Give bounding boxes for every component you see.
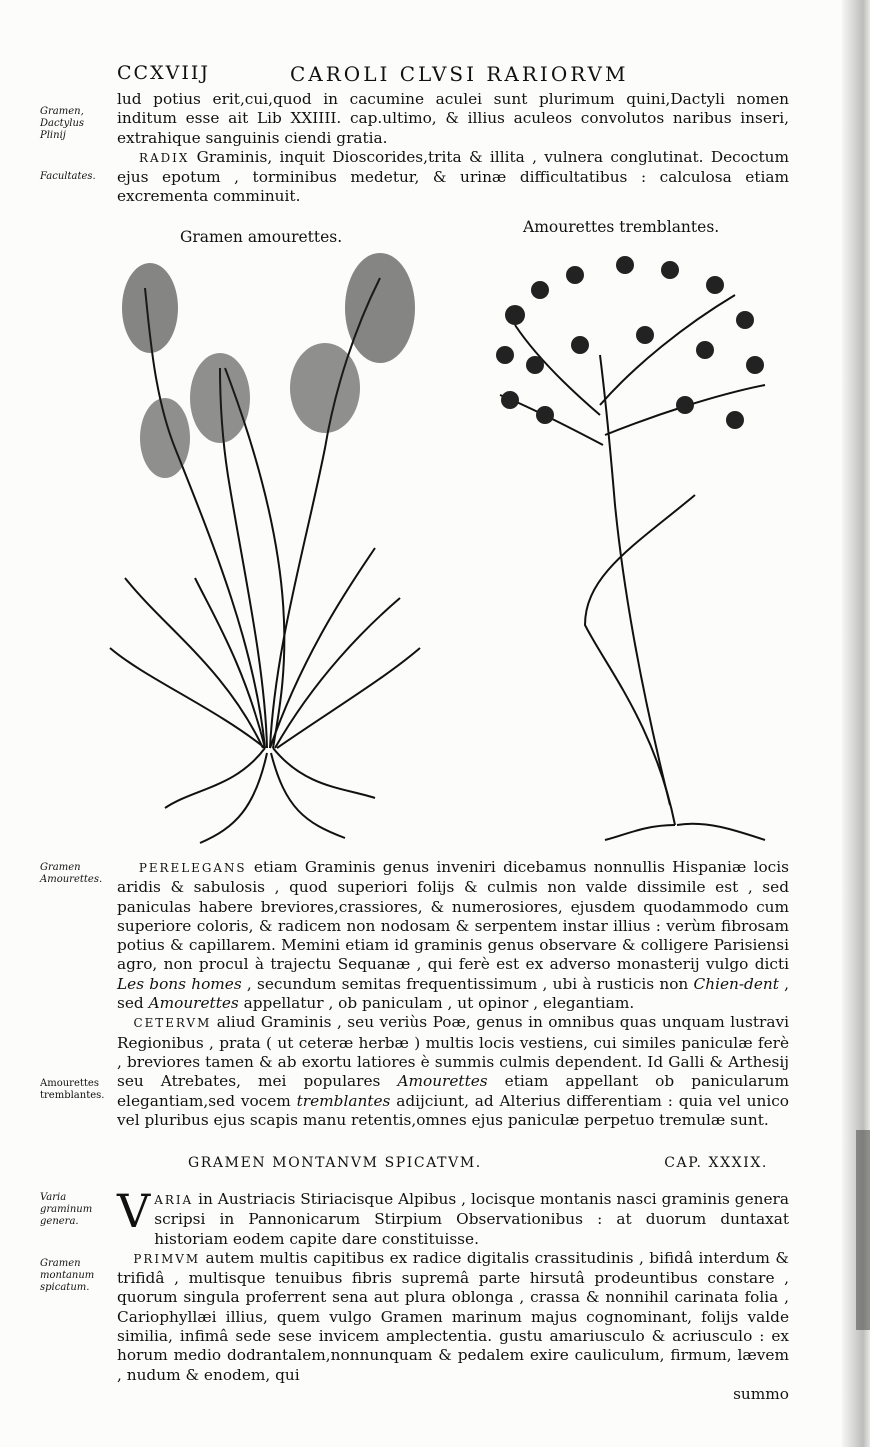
paragraph-text: in Austriacis Stiriacisque Alpibus , locisque montanis nasci graminis genera scripsi in Pannonicarum Stirpium Observationibus : at duorum duntaxat historiam eodem capite dare constituisse. bbox=[154, 1190, 789, 1248]
running-title: CAROLI CLVSI RARIORVM bbox=[290, 62, 629, 86]
chapter-number: CAP. XXXIX. bbox=[664, 1155, 768, 1171]
paragraph-text: etiam Graminis genus inveniri dicebamus nonnullis Hispaniæ locis aridis & sabulosis , quod superiori folijs & culmis non valde dissimile est , sed paniculas habere breviores,crassiores, & numerosiores, ejusdem quodammodo cum superiore coloris, & radicem non nodosam & serpentem instar illius : verùm fibrosam potius & capillarem. Memini etiam id graminis genus observare & colligere Parisiensi agro, non procul à trajectu Sequanæ , qui ferè est ex adverso monasterij vulgo dicti bbox=[117, 858, 789, 974]
catchword: summo bbox=[733, 1384, 789, 1403]
italic-term: Amourettes bbox=[148, 994, 239, 1013]
italic-term: tremblantes bbox=[296, 1091, 391, 1110]
italic-term: Amourettes bbox=[397, 1072, 488, 1091]
paragraph-text: aliud Graminis , seu veriùs Poæ, genus in omnibus quas unquam lustravi Regionibus , prata ( ut ceteræ herbæ ) multis locis vestiens, cui similes paniculæ ferè , breviores tamen & ab exortu latiores è summis culmis dependent. Id Galli & Arthesij seu Atrebates, mei populares bbox=[117, 1013, 789, 1091]
spikelets bbox=[496, 256, 764, 429]
intro-text bbox=[117, 90, 789, 207]
drop-capital: V bbox=[117, 1184, 151, 1238]
root bbox=[271, 753, 345, 838]
chapter-text bbox=[117, 1184, 789, 1404]
root bbox=[677, 824, 765, 840]
root bbox=[605, 825, 675, 840]
lead-word: PERELEGANS bbox=[138, 861, 247, 875]
paragraph-perelegans bbox=[117, 858, 789, 1013]
italic-term: Chien-dent bbox=[693, 974, 779, 993]
paragraph-text: adijciunt, ad Alterius differentiam : quia vel unico vel pluribus ejus scapis manu retentis,omnes ejus paniculæ perpetuo tremulæ sunt. bbox=[117, 1091, 789, 1129]
binding-shadow bbox=[856, 1130, 870, 1330]
stem bbox=[585, 495, 695, 825]
folio-number: CCXVIIJ bbox=[117, 62, 210, 84]
leaf bbox=[275, 598, 400, 748]
intro-paragraph-2-text: Graminis, inquit Dioscorides,trita & illita , vulnera conglutinat. Decoctum ejus epotum , torminibus medetur, & urinæ difficultatibus : calculosa etiam excrementa comminuit. bbox=[117, 147, 789, 206]
margin-note-varia: Varia graminum genera. bbox=[40, 1192, 93, 1227]
leaf bbox=[277, 648, 420, 748]
root bbox=[200, 753, 267, 843]
intro-paragraph-1: lud potius erit,cui,quod in cacumine aculei sunt plurimum quini,Dactyli nomen inditum esse ait Lib XXIIII. cap.ultimo, & illius aculeos convolutos naribus inseri, extrahique sanguinis ciendi gratia. bbox=[117, 90, 789, 147]
root bbox=[273, 748, 375, 798]
margin-note-amourettes: Gramen Amourettes. bbox=[40, 862, 103, 885]
margin-note-facultates: Facultates. bbox=[40, 171, 96, 182]
paragraph-ceterum bbox=[117, 1013, 789, 1130]
root bbox=[165, 748, 265, 808]
panicles bbox=[122, 253, 415, 478]
paragraph-text: , sed bbox=[117, 974, 789, 1013]
intro-paragraph-2 bbox=[117, 148, 789, 207]
lead-word: PRIMVM bbox=[133, 1251, 201, 1266]
illustration-gramen-amourettes bbox=[105, 248, 425, 848]
branch bbox=[600, 295, 735, 405]
paragraph-text: appellatur , ob paniculam , ut opinor , elegantiam. bbox=[238, 994, 635, 1013]
paragraph-text: , secundum semitas frequentissimum , ubi à rusticis non bbox=[241, 974, 694, 993]
paragraph-text: autem multis capitibus ex radice digitalis crassitudinis , bifidâ interdum & trifidâ , multisque tenuibus fibris supremâ parte hirsutâ prodeuntibus constare , quorum singula proferrent sena aut plura oblonga , crassa & nonnihil carinata folia , Cariophyllæi illius, quem vulgo Gramen marinum majus cognominant, folijs valde similia, infimâ sede sese invicem amplectentia. gustu amariusculo & acriusculo : ex horum medio dodrantalem,nonnunquam & pedalem exire cauliculum, firmum, lævem , nudum & enodem, qui bbox=[117, 1248, 789, 1384]
chapter-title: GRAMEN MONTANVM SPICATVM. bbox=[188, 1155, 482, 1171]
italic-term: Les bons homes bbox=[117, 974, 242, 993]
leaf bbox=[110, 648, 265, 748]
culm bbox=[145, 288, 265, 748]
chapter-heading bbox=[188, 1155, 768, 1171]
lead-word: ARIA bbox=[154, 1193, 194, 1207]
margin-note-dactylus: Gramen, Dactylus Plinij bbox=[40, 106, 85, 141]
paragraph-text: etiam appellant ob panicularum elegantiam,sed vocem bbox=[117, 1072, 789, 1110]
leaf bbox=[125, 578, 263, 748]
description-text bbox=[117, 858, 789, 1130]
caption-right: Amourettes tremblantes. bbox=[523, 218, 720, 236]
paragraph-varia bbox=[117, 1184, 789, 1249]
margin-note-spicatum: Gramen montanum spicatum. bbox=[40, 1258, 95, 1293]
caption-left: Gramen amourettes. bbox=[180, 228, 343, 246]
margin-note-tremblantes: Amourettes tremblantes. bbox=[40, 1078, 105, 1101]
paragraph-primum bbox=[117, 1249, 789, 1385]
illustration-amourettes-tremblantes bbox=[485, 245, 785, 845]
lead-word: CETERVM bbox=[133, 1016, 212, 1031]
lead-word: RADIX bbox=[139, 150, 190, 165]
